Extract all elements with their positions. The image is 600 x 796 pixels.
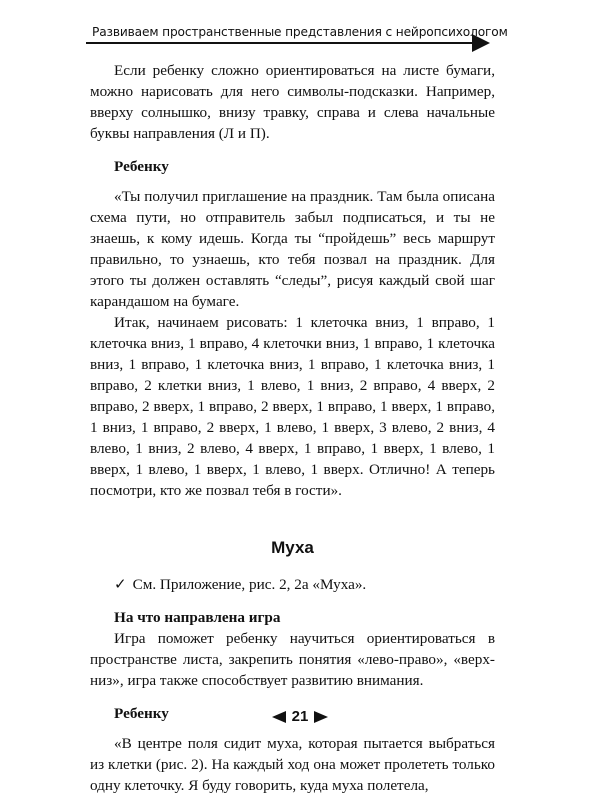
page-footer [0,708,600,725]
running-title: Развиваем пространственные представления с нейропсихологом [92,25,508,39]
goal-paragraph: Игра поможет ребенку научиться ориентироваться в пространстве листа, закрепить понятия «лево-право», «верх-низ», игра также способствует развитию внимания. [90,630,495,689]
arrow-right-icon [472,34,490,52]
page-body [90,60,495,796]
sub-heading-child-2: Ребенку [114,705,169,722]
section-title: Муха [271,538,314,557]
reference-line [114,574,495,595]
sub-heading-child: Ребенку [114,158,169,175]
goal-heading: На что направлена игра [114,609,281,626]
page-number: 21 [291,708,309,725]
checkmark-icon: ✓ [114,575,127,593]
running-header [86,22,508,48]
child-paragraph: «В центре поля сидит муха, которая пытается выбраться из клетки (рис. 2). На каждый ход она может пролететь только одну клеточку. Я буду говорить, куда муха полетела, [90,735,495,794]
arrow-left-icon [272,711,286,723]
story-paragraph: «Ты получил приглашение на праздник. Там была описана схема пути, но отправитель забыл подписаться, и ты не знаешь, к кому идешь. Когда ты “пройдешь” весь маршрут правильно, то узнаешь, кто тебя позвал на праздник. Для этого ты должен оставлять “следы”, рисуя каждый свой шаг карандашом на бумаге. [90,188,495,310]
reference-text: См. Приложение, рис. 2, 2а «Муха». [132,576,367,593]
header-rule [86,42,476,44]
steps-paragraph: Итак, начинаем рисовать: 1 клеточка вниз, 1 вправо, 1 клеточка вниз, 1 вправо, 4 клеточки вниз, 1 вправо, 1 клеточка вниз, 1 вправо, 1 клеточка вниз, 1 вправо, 1 клеточка вниз, 1 вправо, 2 клетки вниз, 1 влево, 1 вниз, 2 вправо, 4 вверх, 2 вправо, 2 вверх, 1 вправо, 2 вверх, 1 вправо, 1 вверх, 1 вправо, 1 вниз, 1 вправо, 2 вверх, 1 влево, 1 вверх, 3 влево, 2 вниз, 4 влево, 1 вниз, 2 влево, 4 вверх, 1 вправо, 1 вверх, 1 влево, 1 вверх, 1 влево, 1 вверх, 1 влево, 1 вверх. Отлично! А теперь посмотри, кто же позвал тебя в гости». [90,314,495,499]
intro-paragraph: Если ребенку сложно ориентироваться на листе бумаги, можно нарисовать для него символы-подсказки. Например, вверху солнышко, внизу травку, справа и слева начальные буквы направления (Л и П). [90,62,495,142]
arrow-right-icon [314,711,328,723]
